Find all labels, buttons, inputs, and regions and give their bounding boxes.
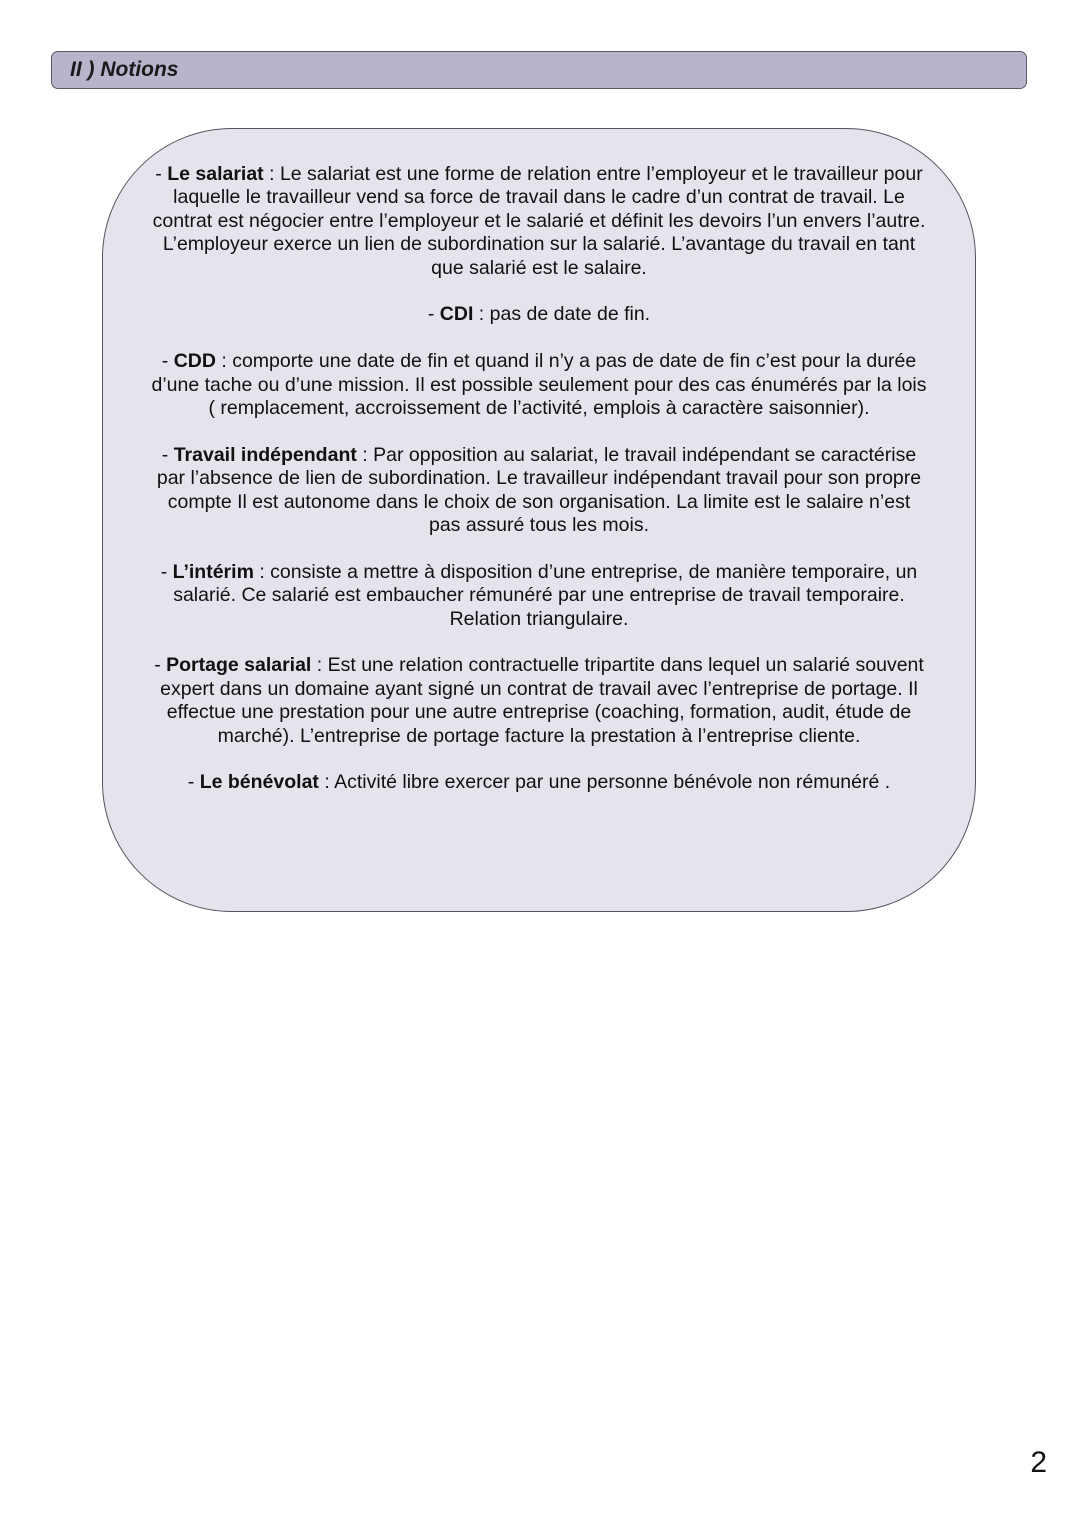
notion-prefix: - — [155, 163, 168, 185]
notion-salariat — [151, 163, 927, 280]
notion-cdd — [151, 350, 927, 420]
notion-prefix: - — [154, 654, 167, 677]
notion-definition: : Est une relation contractuelle tripartite dans lequel un salarié souvent expert dans un domaine ayant signé un contrat de travail avec l’entreprise de portage. Il effectue une prestation pour une autre entreprise (coaching, formation, audit, étude de marché). L’entreprise de portage facture la prestation à l’entreprise cliente. — [160, 654, 924, 747]
notion-definition: : comporte une date de fin et quand il n’y a pas de date de fin c’est pour la durée d’une tache ou d’une mission. Il est possible seulement pour des cas énumérés par la lois ( remplacement, accroissement de l’activité, emplois à caractère saisonnier). — [151, 350, 927, 420]
notion-term: Le salariat — [167, 163, 264, 185]
notion-benevolat — [151, 771, 927, 794]
section-title: II ) Notions — [70, 58, 179, 81]
notions-box — [102, 128, 976, 912]
notion-term: CDI — [439, 303, 474, 326]
notion-definition: : pas de date de fin. — [473, 303, 651, 326]
notion-prefix: - — [187, 771, 200, 794]
page-number: 2 — [1030, 1446, 1047, 1479]
notion-term: Le bénévolat — [199, 771, 319, 794]
notion-prefix: - — [161, 350, 174, 373]
notion-portage-salarial — [151, 654, 927, 748]
notion-definition: : Activité libre exercer par une personne bénévole non rémunéré . — [318, 771, 891, 794]
notion-cdi — [151, 303, 927, 326]
notion-definition: : Le salariat est une forme de relation entre l’employeur et le travailleur pour laquelle le travailleur vend sa force de travail dans le cadre d’un contrat de travail. Le contrat est négocier entre l’employeur et le salarié et définit les devoirs l’un envers l’autre. L’employeur exerce un lien de subordination sur la salarié. L’avantage du travail en tant que salarié est le salaire. — [152, 163, 926, 279]
notion-travail-independant — [151, 444, 927, 538]
notion-prefix: - — [160, 560, 173, 583]
section-header — [51, 51, 1027, 89]
notion-term: L’intérim — [172, 560, 254, 583]
notion-definition: : consiste a mettre à disposition d’une entreprise, de manière temporaire, un salarié. Ce salarié est embaucher rémunéré par une entreprise de travail temporaire. Relation triangulaire. — [173, 560, 918, 630]
notion-term: CDD — [173, 350, 216, 373]
notion-definition: : Par opposition au salariat, le travail indépendant se caractérise par l’absence de lien de subordination. Le travailleur indépendant travail pour son propre compte Il est autonome dans le choix de son organisation. La limite est le salaire n’est pas assuré tous les mois. — [156, 443, 922, 537]
notion-prefix: - — [427, 303, 440, 326]
notion-prefix: - — [161, 443, 174, 466]
notion-term: Portage salarial — [166, 654, 312, 677]
notion-term: Travail indépendant — [173, 443, 357, 466]
notion-interim — [151, 561, 927, 631]
